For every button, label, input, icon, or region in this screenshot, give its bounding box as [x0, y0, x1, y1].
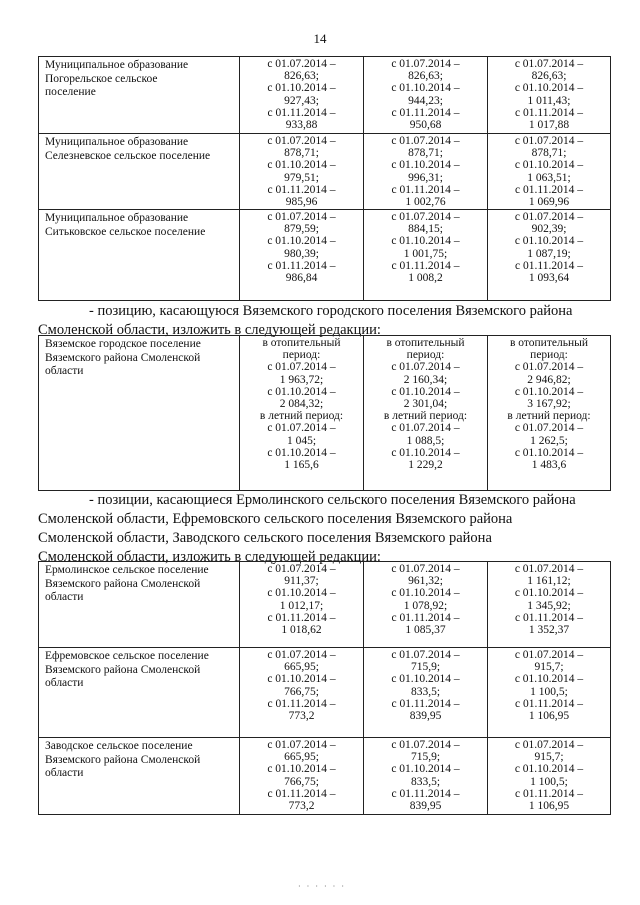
tariff-line: 826,63; — [531, 70, 567, 83]
tariff-cell — [488, 562, 611, 648]
tariff-cell — [488, 336, 611, 491]
tariff-line: с 01.10.2014 – — [391, 446, 460, 459]
settlement-name-line: Погорельское сельское — [45, 72, 158, 85]
settlement-name-line: Вяземское городское поселение — [45, 338, 201, 350]
tariff-line: 1 093,64 — [528, 272, 570, 285]
tariff-line: 766,75; — [284, 775, 319, 788]
word: Ефремовского — [172, 511, 261, 527]
tariff-line: с 01.07.2014 – — [391, 361, 460, 374]
tariff-line: с 01.07.2014 – — [267, 649, 336, 661]
tariff-cell — [488, 210, 611, 301]
tariff-line: 986,84 — [285, 272, 318, 285]
tariff-table-rural-settlements — [38, 56, 611, 301]
tariff-line: 1 345,92; — [527, 599, 571, 612]
tariff-line: 2 084,32; — [279, 398, 324, 411]
tariff-line: 927,43; — [284, 94, 319, 107]
settlement-name-cell — [39, 336, 240, 491]
word: района — [448, 530, 492, 546]
tariff-line: 980,39; — [284, 247, 319, 260]
word: Заводского — [172, 530, 240, 546]
paragraph-line: - позиции, касающиеся Ермолинского сельского поселения Вяземского района — [89, 492, 576, 508]
tariff-line: с 01.07.2014 – — [391, 58, 460, 70]
settlement-name-line: Ситьковское сельское поселение — [45, 225, 206, 238]
tariff-line: с 01.11.2014 – — [267, 106, 336, 119]
tariff-line: с 01.11.2014 – — [515, 259, 583, 272]
tariff-line: в отопительный — [510, 337, 588, 349]
tariff-line: с 01.11.2014 – — [391, 611, 460, 624]
tariff-line: 1 078,92; — [403, 599, 448, 612]
word: сельского — [264, 511, 324, 527]
tariff-line: с 01.07.2014 – — [514, 361, 584, 374]
paragraph-line: Смоленской области, изложить в следующей редакции: — [38, 322, 381, 338]
tariff-line: с 01.07.2014 – — [267, 563, 336, 575]
tariff-cell — [488, 134, 611, 210]
settlement-name-line: Муниципальное образование — [45, 212, 189, 224]
tariff-line: период: — [530, 349, 568, 362]
tariff-line: в летний период: — [507, 410, 591, 423]
tariff-line: 665,95; — [284, 661, 319, 674]
word: Смоленской — [38, 511, 114, 527]
tariff-cell — [364, 738, 488, 815]
tariff-cell — [240, 134, 364, 210]
tariff-line: с 01.07.2014 – — [391, 649, 460, 661]
tariff-cell — [488, 57, 611, 134]
tariff-line: с 01.07.2014 – — [391, 739, 460, 751]
tariff-line: 1 100,5; — [530, 685, 568, 698]
settlement-name-cell — [39, 562, 240, 648]
tariff-line: 715,9; — [410, 661, 441, 674]
settlement-name-line: Муниципальное образование — [45, 136, 189, 148]
tariff-table-vyazma-rural — [38, 561, 611, 815]
tariff-line: 950,68 — [409, 119, 442, 132]
tariff-cell — [364, 562, 488, 648]
tariff-line: 933,88 — [285, 119, 318, 132]
tariff-line: 833,5; — [410, 685, 441, 698]
tariff-line: период: — [406, 349, 445, 362]
tariff-line: с 01.07.2014 – — [391, 563, 460, 575]
tariff-line: 985,96 — [285, 196, 318, 209]
tariff-cell — [240, 57, 364, 134]
word: Вяземского — [395, 511, 466, 527]
tariff-line: с 01.11.2014 – — [391, 259, 460, 272]
table-row — [39, 57, 611, 134]
tariff-cell — [240, 562, 364, 648]
tariff-line: 773,2 — [288, 710, 315, 723]
tariff-cell — [240, 210, 364, 301]
table-row — [39, 210, 611, 301]
tariff-line: 996,31; — [408, 171, 443, 184]
tariff-line: в отопительный — [386, 337, 465, 349]
table-row — [39, 134, 611, 210]
tariff-line: в отопительный — [262, 337, 341, 349]
tariff-line: 944,23; — [408, 94, 443, 107]
tariff-line: с 01.10.2014 – — [514, 82, 584, 95]
settlement-name-line: Ефремовское сельское поселение — [45, 650, 209, 662]
tariff-line: 1 018,62 — [281, 624, 322, 637]
tariff-line: с 01.10.2014 – — [391, 763, 460, 776]
settlement-name-cell — [39, 648, 240, 738]
tariff-line: 902,39; — [531, 223, 567, 236]
tariff-cell — [488, 648, 611, 738]
tariff-line: с 01.07.2014 – — [267, 361, 336, 374]
tariff-line: с 01.10.2014 – — [267, 587, 336, 600]
tariff-line: с 01.10.2014 – — [391, 159, 460, 172]
tariff-line: с 01.11.2014 – — [267, 697, 336, 710]
tariff-cell — [364, 210, 488, 301]
table-row — [39, 336, 611, 491]
tariff-line: с 01.10.2014 – — [267, 385, 336, 398]
tariff-line: 1 352,37 — [528, 624, 570, 637]
tariff-line: 2 946,82; — [527, 373, 571, 386]
tariff-line: с 01.11.2014 – — [267, 611, 336, 624]
amendment-paragraph-rural — [38, 491, 610, 567]
tariff-line: 878,71; — [408, 147, 443, 160]
word: области, — [116, 530, 169, 546]
tariff-line: с 01.10.2014 – — [391, 82, 460, 95]
settlement-name-cell — [39, 738, 240, 815]
tariff-line: с 01.07.2014 – — [267, 58, 336, 70]
tariff-line: 878,71; — [284, 147, 319, 160]
tariff-line: с 01.10.2014 – — [391, 385, 460, 398]
settlement-name-line: Вяземского района Смоленской — [45, 663, 201, 676]
settlement-name-line: Ермолинское сельское поселение — [45, 564, 209, 576]
tariff-line: 878,71; — [531, 147, 567, 160]
settlement-name-line: Вяземского района Смоленской — [45, 577, 201, 590]
tariff-line: 1 012,17; — [279, 599, 324, 612]
tariff-line: 2 301,04; — [403, 398, 448, 411]
tariff-line: с 01.10.2014 – — [267, 446, 336, 459]
tariff-line: с 01.10.2014 – — [514, 673, 584, 686]
tariff-line: 2 160,34; — [403, 373, 448, 386]
paragraph-line — [38, 510, 610, 529]
tariff-line: с 01.11.2014 – — [515, 183, 583, 196]
tariff-line: с 01.10.2014 – — [514, 763, 584, 776]
table-row — [39, 648, 611, 738]
tariff-line: с 01.10.2014 – — [267, 82, 336, 95]
tariff-line: 1 088,5; — [406, 434, 445, 447]
tariff-line: с 01.07.2014 – — [514, 422, 584, 435]
settlement-name-line: Вяземского района Смоленской — [45, 753, 201, 766]
tariff-line: 773,2 — [288, 800, 315, 813]
tariff-line: 1 001,75; — [403, 247, 448, 260]
tariff-cell — [240, 648, 364, 738]
settlement-name-line: Вяземского района Смоленской — [45, 351, 201, 364]
tariff-line: с 01.07.2014 – — [514, 649, 584, 661]
settlement-name-cell — [39, 210, 240, 301]
tariff-line: с 01.10.2014 – — [514, 159, 584, 172]
tariff-line: 1 106,95 — [528, 800, 570, 813]
tariff-line: с 01.10.2014 – — [391, 587, 460, 600]
tariff-line: с 01.11.2014 – — [391, 183, 460, 196]
tariff-line: с 01.10.2014 – — [267, 235, 336, 248]
tariff-cell — [240, 738, 364, 815]
tariff-line: 3 167,92; — [527, 398, 571, 411]
tariff-line: с 01.10.2014 – — [267, 763, 336, 776]
tariff-line: 1 483,6 — [531, 459, 567, 472]
tariff-cell — [364, 57, 488, 134]
scan-footer-marks: · · · · · · — [298, 882, 346, 891]
tariff-line: с 01.07.2014 – — [514, 739, 584, 751]
tariff-cell — [364, 134, 488, 210]
settlement-name-line: поселение — [45, 86, 96, 98]
paragraph-line: Смоленской области, изложить в следующей редакции: — [38, 549, 381, 565]
settlement-name-line: Муниципальное образование — [45, 59, 189, 71]
tariff-line: с 01.10.2014 – — [514, 446, 584, 459]
tariff-line: с 01.11.2014 – — [515, 697, 583, 710]
tariff-line: 879,59; — [284, 223, 319, 236]
tariff-line: 884,15; — [408, 223, 443, 236]
word: поселения — [306, 530, 372, 546]
tariff-line: с 01.11.2014 – — [267, 787, 336, 800]
tariff-line: 1 087,19; — [527, 247, 571, 260]
word: поселения — [327, 511, 392, 527]
tariff-line: период: — [282, 349, 321, 362]
settlement-name-line: области — [45, 767, 84, 779]
tariff-line: с 01.07.2014 – — [514, 135, 584, 147]
tariff-line: 1 008,2 — [408, 272, 443, 285]
table-row — [39, 562, 611, 648]
word: района — [469, 511, 513, 527]
word: сельского — [243, 530, 304, 546]
tariff-line: с 01.07.2014 – — [514, 58, 584, 70]
tariff-line: с 01.07.2014 – — [267, 135, 336, 147]
tariff-line: 1 161,12; — [527, 575, 571, 588]
tariff-line: с 01.11.2014 – — [515, 611, 583, 624]
tariff-line: с 01.07.2014 – — [514, 211, 584, 223]
tariff-line: с 01.11.2014 – — [391, 106, 460, 119]
tariff-cell — [240, 336, 364, 491]
tariff-line: с 01.11.2014 – — [515, 106, 583, 119]
tariff-line: 833,5; — [410, 775, 441, 788]
tariff-line: 961,32; — [408, 575, 443, 588]
tariff-line: 1 011,43; — [527, 94, 571, 107]
tariff-line: 1 262,5; — [530, 434, 568, 447]
settlement-name-cell — [39, 57, 240, 134]
tariff-line: 1 002,76 — [405, 196, 446, 209]
settlement-name-line: области — [45, 677, 84, 689]
tariff-line: 839,95 — [409, 800, 442, 813]
tariff-line: с 01.07.2014 – — [267, 739, 336, 751]
paragraph-line: - позицию, касающуюся Вяземского городского поселения Вяземского района — [89, 303, 573, 319]
page-number: 14 — [313, 31, 327, 46]
tariff-line: 1 106,95 — [528, 710, 570, 723]
table-row — [39, 738, 611, 815]
settlement-name-line: области — [45, 591, 84, 603]
tariff-line: с 01.07.2014 – — [514, 563, 584, 575]
tariff-line: 1 063,51; — [527, 171, 571, 184]
tariff-line: с 01.10.2014 – — [267, 159, 336, 172]
tariff-line: с 01.10.2014 – — [267, 673, 336, 686]
tariff-line: 665,95; — [284, 751, 319, 764]
tariff-cell — [488, 738, 611, 815]
tariff-cell — [364, 336, 488, 491]
tariff-line: в летний период: — [383, 410, 468, 423]
tariff-line: с 01.10.2014 – — [514, 235, 584, 248]
tariff-line: 839,95 — [409, 710, 442, 723]
tariff-line: с 01.10.2014 – — [391, 673, 460, 686]
tariff-line: 915,7; — [534, 751, 564, 764]
tariff-line: 1 069,96 — [528, 196, 570, 209]
word: Смоленской — [38, 530, 114, 546]
tariff-line: с 01.10.2014 – — [514, 587, 584, 600]
tariff-line: 1 085,37 — [405, 624, 446, 637]
settlement-name-line: Заводское сельское поселение — [45, 740, 193, 752]
tariff-table-vyazma — [38, 335, 611, 491]
tariff-line: 826,63; — [284, 70, 319, 83]
settlement-name-cell — [39, 134, 240, 210]
tariff-line: 766,75; — [284, 685, 319, 698]
word: области, — [116, 511, 169, 527]
tariff-line: 715,9; — [410, 751, 441, 764]
tariff-line: 911,37; — [284, 575, 319, 588]
tariff-line: с 01.07.2014 – — [267, 211, 336, 223]
word: Вяземского — [374, 530, 446, 546]
tariff-line: с 01.10.2014 – — [514, 385, 584, 398]
tariff-line: с 01.07.2014 – — [391, 135, 460, 147]
settlement-name-line: области — [45, 365, 84, 377]
tariff-line: 826,63; — [408, 70, 443, 83]
tariff-line: 1 963,72; — [279, 373, 324, 386]
tariff-line: 1 229,2 — [408, 459, 443, 472]
tariff-line: с 01.11.2014 – — [391, 787, 460, 800]
tariff-line: 1 017,88 — [528, 119, 570, 132]
tariff-line: 1 045; — [286, 434, 317, 447]
tariff-cell — [364, 648, 488, 738]
paragraph-line — [38, 529, 610, 548]
tariff-line: с 01.11.2014 – — [515, 787, 583, 800]
tariff-line: 915,7; — [534, 661, 564, 674]
tariff-line: с 01.07.2014 – — [391, 211, 460, 223]
tariff-line: с 01.07.2014 – — [391, 422, 460, 435]
tariff-line: 1 100,5; — [530, 775, 568, 788]
tariff-line: с 01.11.2014 – — [267, 259, 336, 272]
tariff-line: 979,51; — [284, 171, 319, 184]
tariff-line: в летний период: — [259, 410, 344, 423]
tariff-line: с 01.11.2014 – — [391, 697, 460, 710]
tariff-line: с 01.07.2014 – — [267, 422, 336, 435]
tariff-line: 1 165,6 — [284, 459, 319, 472]
tariff-line: с 01.10.2014 – — [391, 235, 460, 248]
settlement-name-line: Селезневское сельское поселение — [45, 149, 211, 162]
tariff-line: с 01.11.2014 – — [267, 183, 336, 196]
